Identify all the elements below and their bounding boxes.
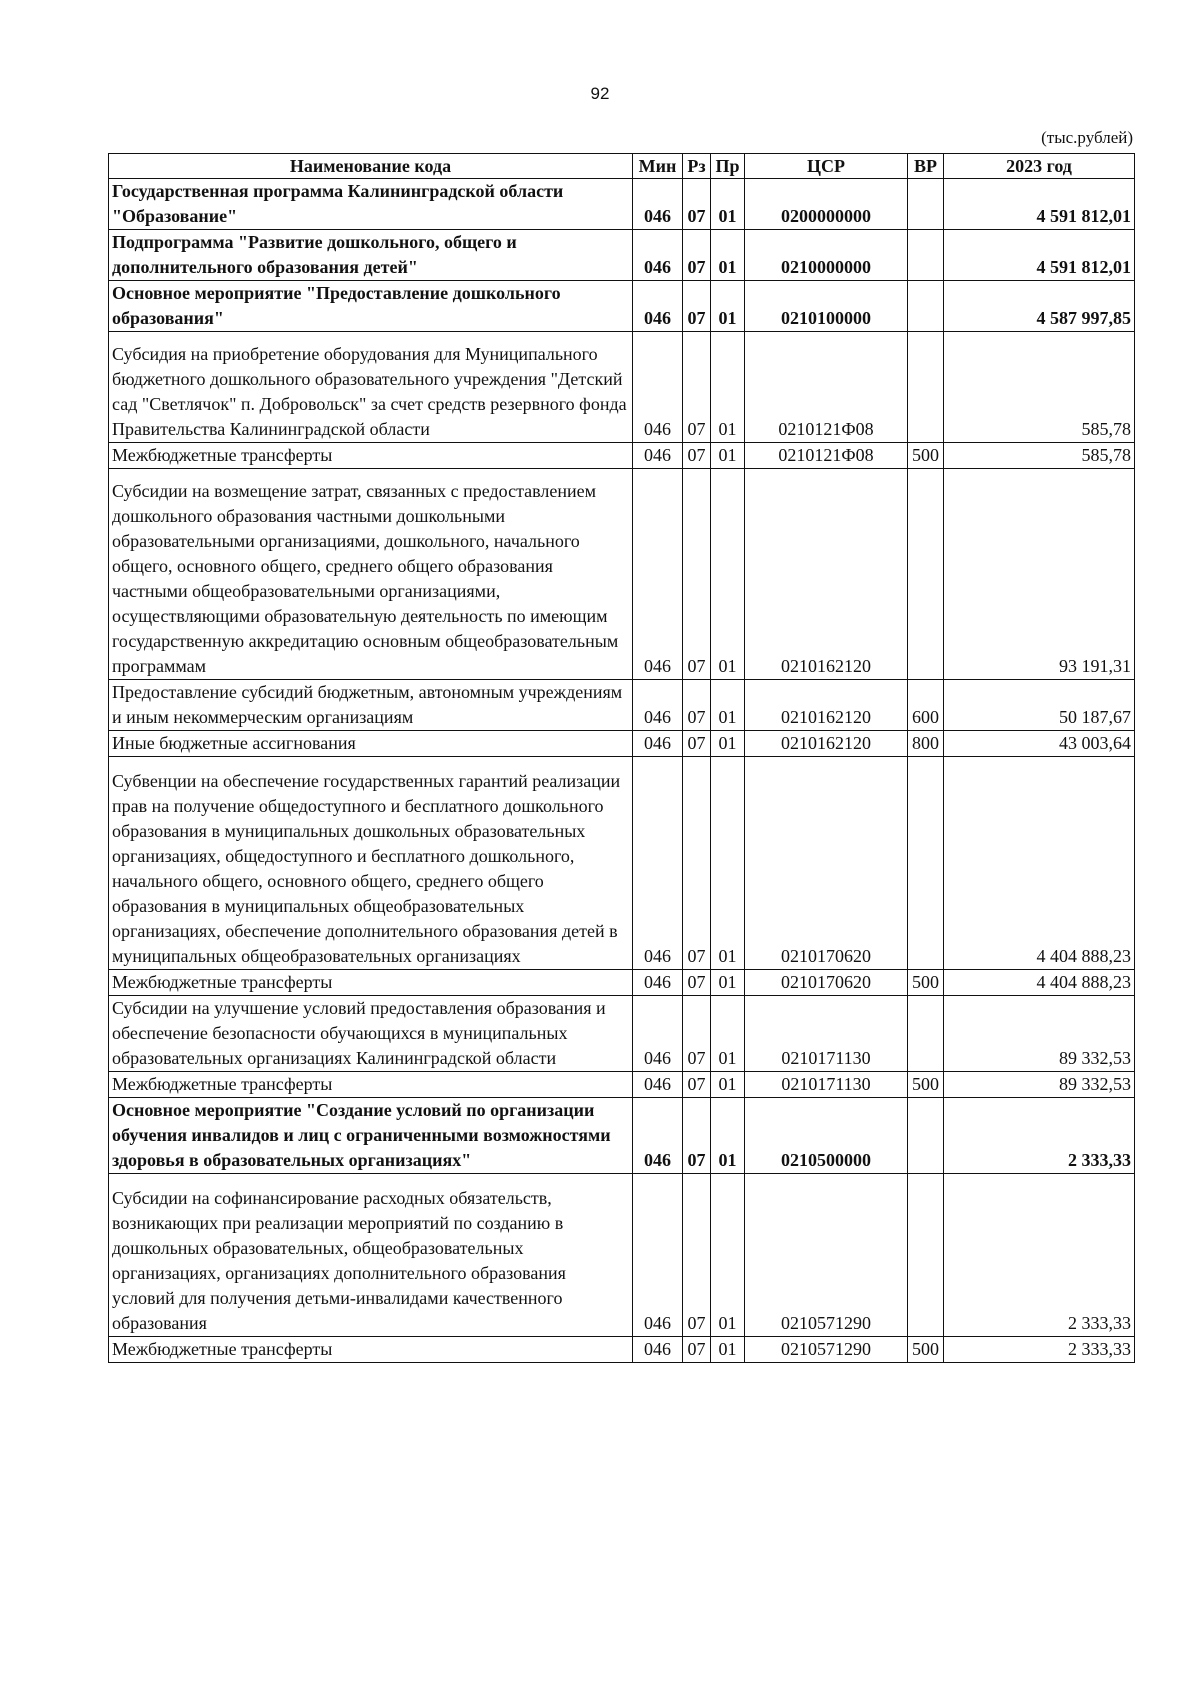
header-pr: Пр: [711, 154, 745, 179]
row-min: 046: [633, 680, 683, 731]
header-name: Наименование кода: [109, 154, 633, 179]
page-number: 92: [590, 84, 610, 103]
row-min: 046: [633, 179, 683, 230]
row-vr: [908, 1098, 944, 1174]
row-pr: 01: [711, 731, 745, 757]
row-csr: 0210162120: [745, 680, 908, 731]
row-amount: 43 003,64: [944, 731, 1135, 757]
row-rz: 07: [683, 332, 711, 443]
table-row: [109, 332, 1135, 443]
row-rz: 07: [683, 230, 711, 281]
row-amount: 4 591 812,01: [944, 179, 1135, 230]
row-min: 046: [633, 970, 683, 996]
row-amount: 4 404 888,23: [944, 970, 1135, 996]
row-amount: 4 404 888,23: [944, 757, 1135, 970]
units-label: (тыс.рублей): [1041, 128, 1133, 147]
row-vr: 800: [908, 731, 944, 757]
row-csr: 0210162120: [745, 469, 908, 680]
row-vr: [908, 332, 944, 443]
row-rz: 07: [683, 757, 711, 970]
row-pr: 01: [711, 970, 745, 996]
row-pr: 01: [711, 1098, 745, 1174]
row-csr: 0210171130: [745, 1072, 908, 1098]
table-row: [109, 443, 1135, 469]
row-vr: [908, 1174, 944, 1337]
row-csr: 0210170620: [745, 970, 908, 996]
row-amount: 93 191,31: [944, 469, 1135, 680]
row-name: Основное мероприятие "Предоставление дошкольного образования": [109, 281, 633, 332]
row-min: 046: [633, 230, 683, 281]
row-csr: 0210121Ф08: [745, 332, 908, 443]
row-name: Предоставление субсидий бюджетным, автономным учреждениям и иным некоммерческим организациям: [109, 680, 633, 731]
row-vr: 500: [908, 1072, 944, 1098]
row-vr: [908, 996, 944, 1072]
table-row: [109, 996, 1135, 1072]
row-min: 046: [633, 757, 683, 970]
row-vr: 500: [908, 1337, 944, 1363]
row-name: Субсидии на возмещение затрат, связанных с предоставлением дошкольного образования частными дошкольными образовательными организациями, дошкольного, начального общего, основного общего, среднего общего образования частными общеобразовательными организациями, осуществляющими образовательную деятельность по имеющим государственную аккредитацию основным общеобразовательным программам: [109, 469, 633, 680]
row-pr: 01: [711, 680, 745, 731]
table-header-row: [109, 154, 1135, 179]
row-vr: [908, 757, 944, 970]
row-pr: 01: [711, 1174, 745, 1337]
table-row: [109, 731, 1135, 757]
row-csr: 0210000000: [745, 230, 908, 281]
row-min: 046: [633, 996, 683, 1072]
table-row: [109, 469, 1135, 680]
header-min: Мин: [633, 154, 683, 179]
row-vr: [908, 281, 944, 332]
row-name: Подпрограмма "Развитие дошкольного, общего и дополнительного образования детей": [109, 230, 633, 281]
header-rz: Рз: [683, 154, 711, 179]
row-name: Государственная программа Калининградской области "Образование": [109, 179, 633, 230]
row-pr: 01: [711, 179, 745, 230]
row-csr: 0210100000: [745, 281, 908, 332]
row-vr: [908, 179, 944, 230]
row-pr: 01: [711, 281, 745, 332]
row-min: 046: [633, 731, 683, 757]
table-row: [109, 1174, 1135, 1337]
table-row: [109, 179, 1135, 230]
row-name: Субсидия на приобретение оборудования для Муниципального бюджетного дошкольного образовательного учреждения "Детский сад "Светлячок" п. Добровольск" за счет средств резервного фонда Правительства Калининградской области: [109, 332, 633, 443]
table-row: [109, 970, 1135, 996]
budget-table: [108, 153, 1135, 1363]
row-rz: 07: [683, 1098, 711, 1174]
row-rz: 07: [683, 443, 711, 469]
row-rz: 07: [683, 281, 711, 332]
row-amount: 2 333,33: [944, 1174, 1135, 1337]
header-year: 2023 год: [944, 154, 1135, 179]
row-min: 046: [633, 469, 683, 680]
row-min: 046: [633, 1072, 683, 1098]
row-csr: 0210121Ф08: [745, 443, 908, 469]
row-pr: 01: [711, 443, 745, 469]
row-csr: 0210500000: [745, 1098, 908, 1174]
row-rz: 07: [683, 179, 711, 230]
row-vr: [908, 230, 944, 281]
row-rz: 07: [683, 1337, 711, 1363]
row-csr: 0200000000: [745, 179, 908, 230]
row-min: 046: [633, 1337, 683, 1363]
row-amount: 2 333,33: [944, 1098, 1135, 1174]
row-vr: 600: [908, 680, 944, 731]
row-name: Межбюджетные трансферты: [109, 1337, 633, 1363]
row-amount: 89 332,53: [944, 996, 1135, 1072]
row-rz: 07: [683, 731, 711, 757]
row-name: Субсидии на софинансирование расходных обязательств, возникающих при реализации мероприятий по созданию в дошкольных образовательных, общеобразовательных организациях, организациях дополнительного образования условий для получения детьми-инвалидами качественного образования: [109, 1174, 633, 1337]
row-min: 046: [633, 281, 683, 332]
row-vr: 500: [908, 443, 944, 469]
row-rz: 07: [683, 1072, 711, 1098]
row-pr: 01: [711, 1072, 745, 1098]
row-name: Межбюджетные трансферты: [109, 443, 633, 469]
row-min: 046: [633, 443, 683, 469]
row-min: 046: [633, 332, 683, 443]
row-csr: 0210571290: [745, 1174, 908, 1337]
row-rz: 07: [683, 996, 711, 1072]
row-rz: 07: [683, 680, 711, 731]
header-csr: ЦСР: [745, 154, 908, 179]
row-name: Основное мероприятие "Создание условий по организации обучения инвалидов и лиц с ограниченными возможностями здоровья в образовательных организациях": [109, 1098, 633, 1174]
table-row: [109, 281, 1135, 332]
row-amount: 585,78: [944, 443, 1135, 469]
row-amount: 4 591 812,01: [944, 230, 1135, 281]
row-pr: 01: [711, 996, 745, 1072]
table-row: [109, 230, 1135, 281]
row-pr: 01: [711, 757, 745, 970]
row-csr: 0210170620: [745, 757, 908, 970]
row-name: Субсидии на улучшение условий предоставления образования и обеспечение безопасности обучающихся в муниципальных образовательных организациях Калининградской области: [109, 996, 633, 1072]
row-pr: 01: [711, 230, 745, 281]
row-pr: 01: [711, 332, 745, 443]
row-csr: 0210571290: [745, 1337, 908, 1363]
row-name: Межбюджетные трансферты: [109, 1072, 633, 1098]
row-min: 046: [633, 1098, 683, 1174]
row-name: Субвенции на обеспечение государственных гарантий реализации прав на получение общедоступного и бесплатного дошкольного образования в муниципальных дошкольных образовательных организациях, общедоступного и бесплатного дошкольного, начального общего, основного общего, среднего общего образования в муниципальных общеобразовательных организациях, обеспечение дополнительного образования детей в муниципальных общеобразовательных организациях: [109, 757, 633, 970]
row-pr: 01: [711, 1337, 745, 1363]
row-rz: 07: [683, 469, 711, 680]
row-min: 046: [633, 1174, 683, 1337]
row-name: Межбюджетные трансферты: [109, 970, 633, 996]
table-row: [109, 757, 1135, 970]
table-row: [109, 1072, 1135, 1098]
table-row: [109, 680, 1135, 731]
row-amount: 2 333,33: [944, 1337, 1135, 1363]
row-vr: 500: [908, 970, 944, 996]
row-vr: [908, 469, 944, 680]
row-csr: 0210171130: [745, 996, 908, 1072]
header-vr: ВР: [908, 154, 944, 179]
row-rz: 07: [683, 1174, 711, 1337]
row-amount: 89 332,53: [944, 1072, 1135, 1098]
table-row: [109, 1337, 1135, 1363]
row-amount: 4 587 997,85: [944, 281, 1135, 332]
row-amount: 50 187,67: [944, 680, 1135, 731]
row-csr: 0210162120: [745, 731, 908, 757]
row-amount: 585,78: [944, 332, 1135, 443]
row-rz: 07: [683, 970, 711, 996]
row-pr: 01: [711, 469, 745, 680]
row-name: Иные бюджетные ассигнования: [109, 731, 633, 757]
table-row: [109, 1098, 1135, 1174]
